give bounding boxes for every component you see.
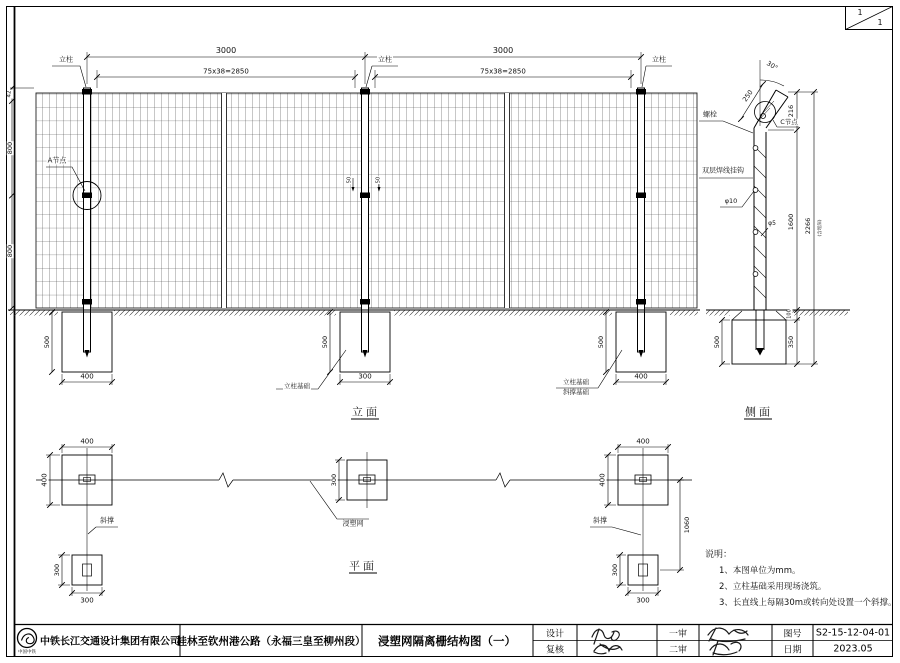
plan-title: 平面 <box>349 559 377 573</box>
sheet-number-bottom: 1 <box>877 18 883 27</box>
plan-dim-400-side-r: 400 <box>598 473 607 487</box>
dim-1600: 1600 <box>786 213 795 231</box>
dim-found-w-1: 400 <box>80 372 94 381</box>
side-title: 侧面 <box>745 405 773 419</box>
node-a-label: A节点 <box>47 156 67 165</box>
plan-brace-label-r: 斜撑 <box>593 516 607 525</box>
elevation-linework <box>5 52 700 419</box>
dim-216: 216 <box>786 104 795 118</box>
dim-800-lower: 800 <box>5 244 14 258</box>
check-label: 复核 <box>545 645 565 656</box>
side-linework <box>699 60 850 419</box>
hooks-label: 双层焊线挂钩 <box>702 166 744 175</box>
elevation-title: 立面 <box>352 405 380 419</box>
foundation-side <box>732 320 786 364</box>
design-signature <box>592 629 619 644</box>
node-c-label: C节点 <box>780 117 798 126</box>
dim-side-depth: 500 <box>712 335 721 349</box>
design-label: 设计 <box>545 629 565 640</box>
plan-dim-300-side-l: 300 <box>52 563 61 577</box>
plan-mesh-label: 浸塑网 <box>342 519 364 528</box>
company-name: 中铁长江交通设计集团有限公司 <box>40 636 180 648</box>
drawing-no-value: S2-15-12-04-01 <box>815 627 891 639</box>
date-label: 日期 <box>783 645 802 656</box>
note-item-3: 3、长直线上每隔30m或转向处设置一个斜撑。 <box>719 598 897 608</box>
bolt-label: 螺栓 <box>703 110 717 119</box>
post-label-3: 立柱 <box>652 55 666 64</box>
dim-2266: 2266 <box>803 217 812 235</box>
dim-350: 350 <box>786 335 795 349</box>
post-label-2: 立柱 <box>378 55 392 64</box>
review1-label: 一审 <box>668 629 688 640</box>
dim-found-w-3: 400 <box>634 372 648 381</box>
dim-depth-3: 500 <box>596 335 605 349</box>
dim-250: 250 <box>740 88 755 104</box>
phi10-label: φ10 <box>724 196 738 205</box>
plan-dim-300-bot-r: 300 <box>636 596 650 605</box>
dim-span-2: 3000 <box>492 46 514 55</box>
company-logo-caption: 中国中铁 <box>18 650 36 655</box>
plan-dim-300-center: 300 <box>329 473 338 487</box>
review1-signature <box>708 628 748 642</box>
phi5-label: φ5 <box>768 220 776 227</box>
post-foundation-label-2: 立柱基础 <box>563 377 589 386</box>
brace-foundation-label: 斜撑基础 <box>563 387 589 396</box>
plan-brace-label-l: 斜撑 <box>100 516 114 525</box>
sheet-number-top: 1 <box>857 8 863 17</box>
dim-depth-1: 500 <box>42 335 51 349</box>
note-item-1: 1、本图单位为mm。 <box>719 566 801 576</box>
dim-2266-note: (含埋深) <box>817 219 823 237</box>
plan-dim-300-side-r: 300 <box>610 563 619 577</box>
dim-found-w-2: 300 <box>358 372 372 381</box>
dim-50-right: 50 <box>375 176 382 184</box>
drawing-no-label: 图号 <box>783 629 802 640</box>
plan-dim-400-top-l: 400 <box>80 437 94 446</box>
dim-800-upper: 800 <box>5 141 14 155</box>
node-c-circle <box>755 102 776 123</box>
dim-span-1: 3000 <box>215 46 237 55</box>
plan-dim-400-top-r: 400 <box>636 437 650 446</box>
dim-42: 42 <box>6 90 13 98</box>
dim-50-left: 50 <box>346 176 353 184</box>
notes-heading: 说明： <box>705 550 733 560</box>
review2-label: 二审 <box>668 645 688 656</box>
dim-angle-30: 30° <box>765 59 780 73</box>
dim-100: 100 <box>786 309 793 319</box>
dim-panel-1: 75x38=2850 <box>203 67 249 76</box>
dim-panel-2: 75x38=2850 <box>480 67 526 76</box>
dim-depth-2: 500 <box>320 335 329 349</box>
plan-dim-300-bot-l: 300 <box>80 596 94 605</box>
note-item-2: 2、立柱基础采用现场浇筑。 <box>719 582 827 592</box>
post-label-1: 立柱 <box>59 55 73 64</box>
plan-dim-400-side-l: 400 <box>40 473 49 487</box>
drawing-title: 浸塑网隔离栅结构图（一） <box>378 634 516 648</box>
plan-dim-1060: 1060 <box>682 516 691 534</box>
review2-signature <box>710 641 741 655</box>
project-name: 桂林至钦州港公路（永福三皇至柳州段） <box>176 635 366 648</box>
date-value: 2023.05 <box>833 643 873 655</box>
company-logo <box>18 629 37 648</box>
post-foundation-label: 立柱基础 <box>284 381 310 390</box>
check-signature <box>594 644 622 654</box>
